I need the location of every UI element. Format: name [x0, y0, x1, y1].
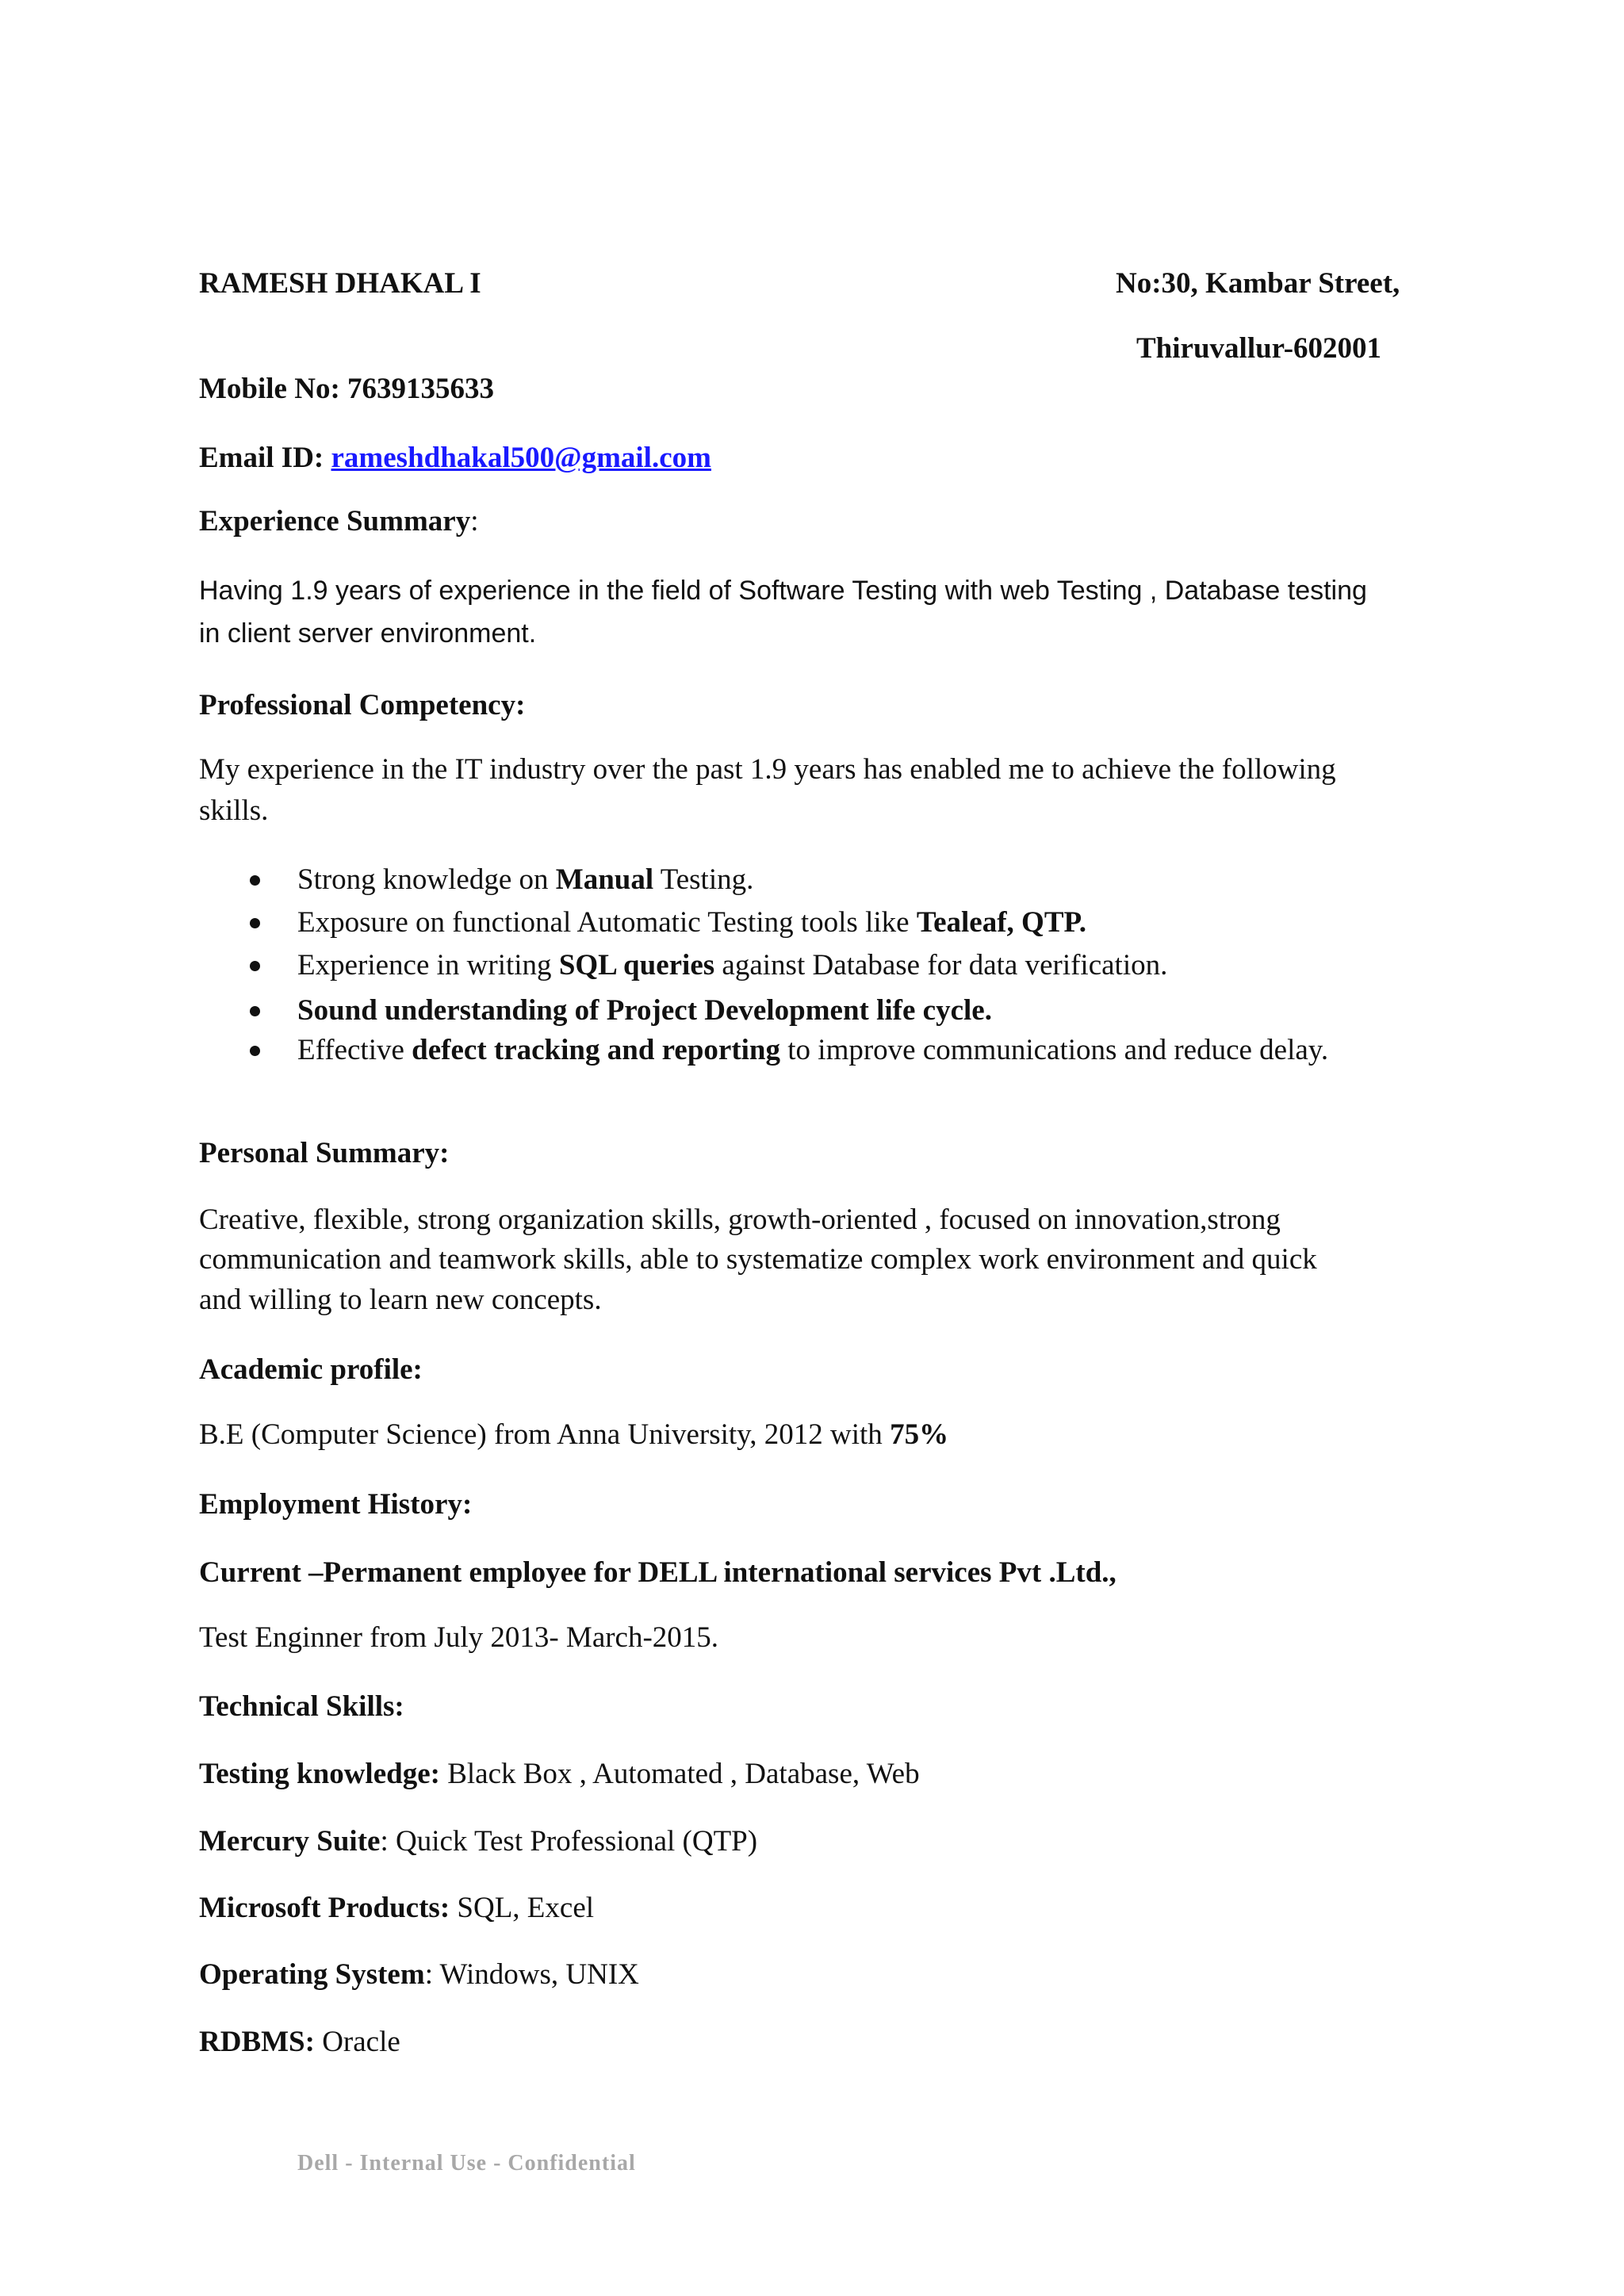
- bullet-icon: [250, 1006, 260, 1016]
- email-link[interactable]: rameshdhakal500@gmail.com: [331, 442, 711, 474]
- skill-microsoft-products: Microsoft Products: SQL, Excel: [199, 1892, 595, 1924]
- list-item: Exposure on functional Automatic Testing tools like Tealeaf, QTP.: [199, 902, 1328, 945]
- mobile-row: [199, 369, 494, 409]
- candidate-name: RAMESH DHAKAL I: [199, 267, 481, 300]
- skill-operating-system: Operating System: Windows, UNIX: [199, 1958, 639, 1991]
- technical-skills-heading: Technical Skills:: [199, 1690, 404, 1723]
- experience-summary-line-2: in client server environment.: [199, 618, 537, 649]
- address-line-2: Thiruvallur-602001: [1136, 332, 1382, 365]
- competency-intro-line-2: skills.: [199, 794, 269, 827]
- list-item: Strong knowledge on Manual Testing.: [199, 859, 1328, 902]
- personal-summary-line-3: and willing to learn new concepts.: [199, 1284, 602, 1316]
- address-line-1: No:30, Kambar Street,: [1116, 267, 1400, 300]
- employment-role: Test Enginner from July 2013- March-2015.: [199, 1621, 719, 1654]
- professional-competency-heading: Professional Competency:: [199, 689, 526, 721]
- skill-rdbms: RDBMS: Oracle: [199, 2026, 400, 2058]
- competency-bullet-list: [199, 859, 1328, 1071]
- list-item: Sound understanding of Project Development life cycle.: [199, 990, 1328, 1030]
- academic-profile-heading: Academic profile:: [199, 1353, 423, 1386]
- employment-history-heading: Employment History:: [199, 1488, 473, 1521]
- personal-summary-heading: Personal Summary:: [199, 1137, 450, 1169]
- bullet-icon: [250, 961, 260, 971]
- bullet-icon: [250, 918, 260, 928]
- mobile-label: Mobile No:: [199, 373, 340, 405]
- skill-testing-knowledge: Testing knowledge: Black Box , Automated , Database, Web: [199, 1758, 920, 1790]
- current-employment: Current –Permanent employee for DELL international services Pvt .Ltd.,: [199, 1556, 1116, 1589]
- list-item: Experience in writing SQL queries against Database for data verification.: [199, 945, 1328, 990]
- confidential-footer: Dell - Internal Use - Confidential: [297, 2151, 636, 2175]
- email-label: Email ID:: [199, 442, 324, 474]
- personal-summary-line-1: Creative, flexible, strong organization skills, growth-oriented , focused on innovation,strong: [199, 1203, 1281, 1236]
- academic-profile-line: B.E (Computer Science) from Anna University, 2012 with 75%: [199, 1418, 949, 1451]
- personal-summary-line-2: communication and teamwork skills, able to systematize complex work environment and quick: [199, 1243, 1317, 1276]
- email-row: [199, 438, 711, 478]
- experience-summary-heading: Experience Summary:: [199, 505, 479, 538]
- experience-summary-line-1: Having 1.9 years of experience in the field of Software Testing with web Testing , Database testing: [199, 576, 1367, 606]
- mobile-value: 7639135633: [347, 373, 495, 405]
- competency-intro-line-1: My experience in the IT industry over the past 1.9 years has enabled me to achieve the following: [199, 753, 1336, 786]
- skill-mercury-suite: Mercury Suite: Quick Test Professional (QTP): [199, 1825, 758, 1858]
- academic-score: 75%: [890, 1418, 949, 1451]
- bullet-icon: [250, 875, 260, 886]
- list-item: Effective defect tracking and reporting to improve communications and reduce delay.: [199, 1030, 1328, 1071]
- bullet-icon: [250, 1046, 260, 1056]
